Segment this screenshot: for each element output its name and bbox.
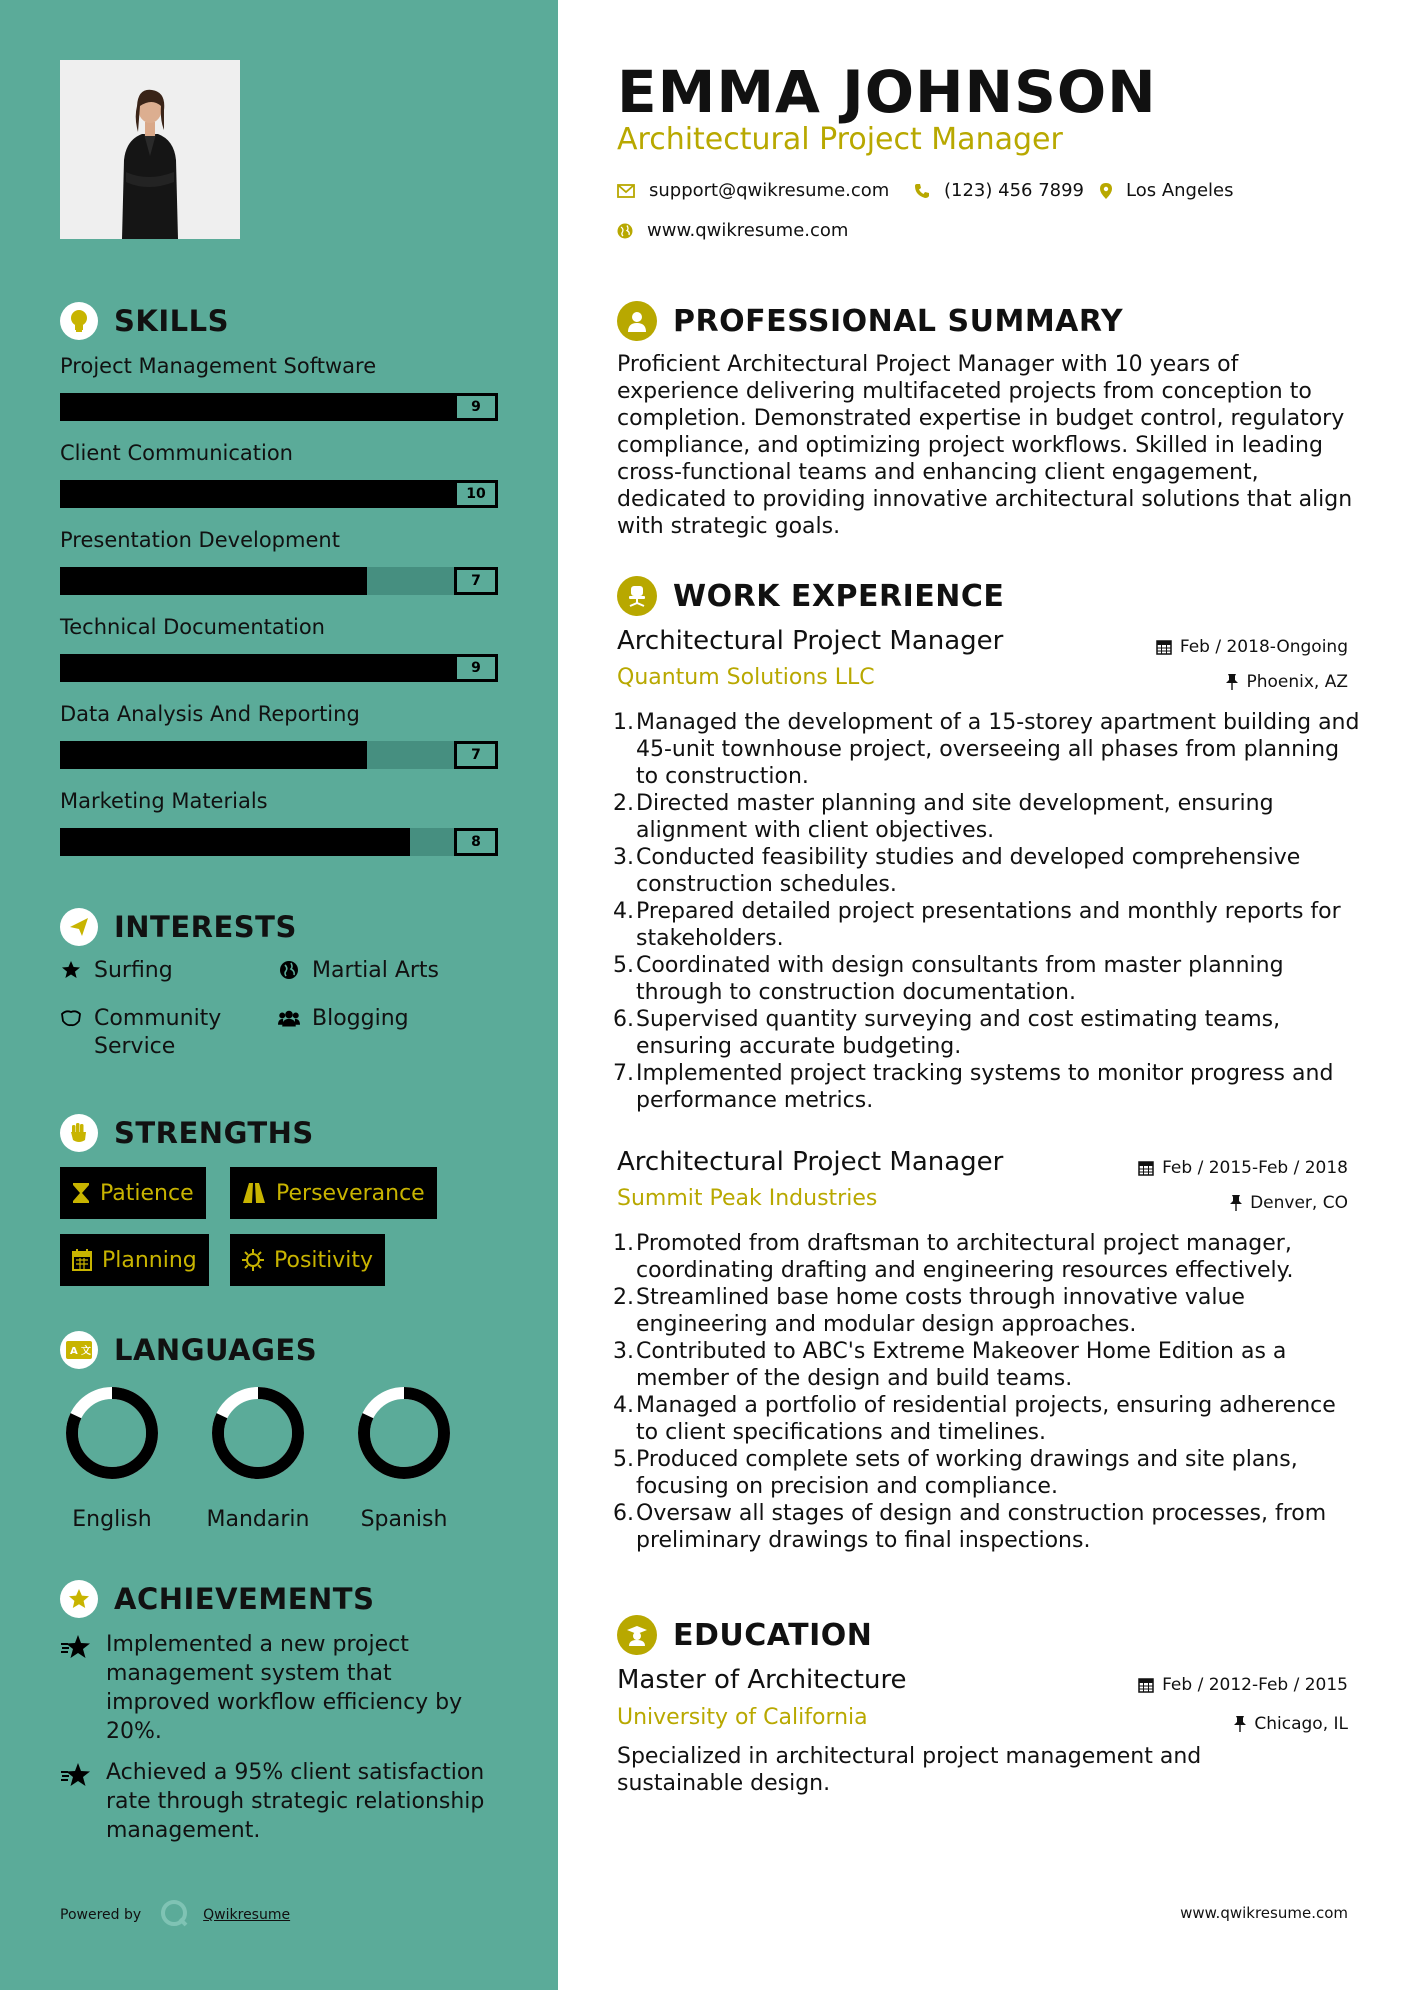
skill-score: 7 (454, 741, 498, 769)
skill-name: Presentation Development (60, 528, 340, 552)
calendar-icon (1138, 1677, 1154, 1693)
achievement-item (60, 1630, 500, 1746)
list-item: 4. Prepared detailed project presentations and monthly reports for stakeholders. (610, 898, 1360, 952)
phone-text: (123) 456 7899 (944, 180, 1085, 201)
skill-fill (60, 654, 454, 682)
skill-name: Data Analysis And Reporting (60, 702, 360, 726)
powered-by-label: Powered by (60, 1907, 142, 1923)
skill-item (60, 525, 498, 595)
skill-name: Project Management Software (60, 354, 377, 378)
strength-label: Patience (100, 1180, 194, 1206)
language-name: English (72, 1507, 152, 1532)
achievement-item (60, 1758, 500, 1845)
phone-icon (914, 183, 930, 199)
job-dates (1138, 1158, 1348, 1178)
summary-text: Proficient Architectural Project Manager with 10 years of experience delivering multifaceted projects from conception to completion. Demonstrated expertise in budget control, regulatory compliance, and optimizing project workflows. Skilled in leading cross-functional teams and enhancing client engagement, dedicated to providing innovative architectural solutions that align with strategic goals. (617, 352, 1353, 539)
skill-score: 9 (454, 393, 498, 421)
calendar-icon (1156, 639, 1172, 655)
job-location-text: Phoenix, AZ (1246, 672, 1348, 692)
hourglass-icon (72, 1182, 90, 1204)
svg-text:A: A (70, 1346, 78, 1357)
skill-score: 10 (454, 480, 498, 508)
skill-fill (60, 567, 367, 595)
strength-chip (60, 1167, 206, 1219)
language-name: Spanish (360, 1507, 448, 1532)
interest-label: Surfing (94, 958, 173, 983)
lightbulb-icon (60, 302, 98, 340)
list-item-text: Managed a portfolio of residential projects, ensuring adherence to client specifications and timelines. (636, 1393, 1336, 1445)
profile-photo (60, 60, 240, 239)
envelope-icon (617, 184, 635, 198)
website-text: www.qwikresume.com (647, 220, 849, 241)
graduate-icon (617, 1615, 657, 1655)
education-location-text: Chicago, IL (1254, 1714, 1348, 1734)
qwikresume-logo-icon (159, 1898, 189, 1932)
language-ring (64, 1385, 160, 1481)
road-icon (242, 1183, 266, 1203)
skill-fill (60, 741, 367, 769)
location-text: Los Angeles (1126, 180, 1234, 201)
list-item-text: Managed the development of a 15-storey apartment building and 45-unit townhouse project, overseeing all phases from planning to construction. (636, 710, 1360, 789)
skill-fill (60, 828, 410, 856)
skill-bar (60, 567, 498, 595)
list-item-text: Coordinated with design consultants from master planning through to construction documentation. (636, 953, 1284, 1005)
paper-plane-icon (60, 908, 98, 946)
language-item (198, 1385, 318, 1532)
list-item: 7. Implemented project tracking systems to monitor progress and performance metrics. (610, 1060, 1360, 1114)
interest-label: Martial Arts (312, 958, 440, 983)
degree-title: Master of Architecture (617, 1665, 907, 1695)
language-item (344, 1385, 464, 1532)
fist-icon (60, 1114, 98, 1152)
skill-score: 8 (454, 828, 498, 856)
contact-website[interactable] (617, 220, 848, 241)
job-title: Architectural Project Manager (617, 1147, 1004, 1177)
skill-score: 7 (454, 567, 498, 595)
education-heading (617, 1614, 872, 1656)
education-text: Specialized in architectural project management and sustainable design. (617, 1744, 1202, 1796)
skill-item (60, 786, 498, 856)
skill-item (60, 699, 498, 769)
list-item-text: Prepared detailed project presentations and monthly reports for stakeholders. (636, 899, 1341, 951)
job-title: Architectural Project Manager (617, 626, 1004, 656)
svg-text:文: 文 (81, 1346, 91, 1357)
strength-chip (230, 1234, 385, 1286)
interest-item (278, 1005, 498, 1033)
list-item-text: Directed master planning and site development, ensuring alignment with client objectives. (636, 791, 1274, 843)
achievements-heading (60, 1578, 374, 1620)
list-item-text: Oversaw all stages of design and construction processes, from preliminary drawings to final inspections. (636, 1501, 1327, 1553)
list-item: 2. Directed master planning and site development, ensuring alignment with client objectives. (610, 790, 1360, 844)
star-icon (60, 1762, 92, 1845)
experience-title: WORK EXPERIENCE (673, 578, 1005, 614)
list-item: 6. Oversaw all stages of design and construction processes, from preliminary drawings to final inspections. (610, 1500, 1360, 1554)
pushpin-icon (1234, 1716, 1246, 1732)
strength-chip (230, 1167, 437, 1219)
strength-label: Perseverance (276, 1180, 425, 1206)
job-dates (1156, 637, 1348, 657)
skill-item (60, 438, 498, 508)
calendar-icon (72, 1249, 92, 1271)
list-item-text: Contributed to ABC's Extreme Makeover Home Edition as a member of the design and build teams. (636, 1339, 1287, 1391)
pushpin-icon (1226, 674, 1238, 690)
languages-heading (60, 1329, 317, 1371)
education-title: EDUCATION (673, 1617, 873, 1653)
experience-heading (617, 575, 1004, 617)
education-location (1234, 1714, 1348, 1734)
star-icon (60, 960, 82, 980)
list-item: 3. Conducted feasibility studies and developed comprehensive construction schedules. (610, 844, 1360, 898)
strength-label: Positivity (274, 1247, 374, 1273)
job-company: Quantum Solutions LLC (617, 665, 875, 690)
powered-by (60, 1898, 290, 1932)
list-item-text: Promoted from draftsman to architectural project manager, coordinating drafting and engineering resources effectively. (636, 1231, 1294, 1283)
job-location (1230, 1193, 1348, 1213)
list-item: 5. Produced complete sets of working drawings and site plans, focusing on precision and compliance. (610, 1446, 1360, 1500)
list-item: 5. Coordinated with design consultants from master planning through to construction documentation. (610, 952, 1360, 1006)
strengths-title: STRENGTHS (114, 1116, 314, 1150)
list-item-text: Conducted feasibility studies and developed comprehensive construction schedules. (636, 845, 1301, 897)
list-item: 1. Promoted from draftsman to architectural project manager, coordinating drafting and engineering resources effectively. (610, 1230, 1360, 1284)
interest-item (278, 957, 498, 985)
list-item-text: Implemented project tracking systems to monitor progress and performance metrics. (636, 1061, 1334, 1113)
languages-title: LANGUAGES (114, 1333, 318, 1367)
interest-item (60, 957, 260, 985)
contact-location (1100, 180, 1234, 201)
interests-heading (60, 906, 297, 948)
job-dates-text: Feb / 2018-Ongoing (1179, 637, 1348, 657)
achievements-title: ACHIEVEMENTS (114, 1582, 375, 1616)
interests-title: INTERESTS (114, 910, 297, 944)
users-icon (278, 1008, 300, 1028)
job-location-text: Denver, CO (1250, 1193, 1348, 1213)
pushpin-icon (1230, 1195, 1242, 1211)
email-text: support@qwikresume.com (649, 180, 890, 201)
list-item: 6. Supervised quantity surveying and cost estimating teams, ensuring accurate budgeting. (610, 1006, 1360, 1060)
interest-label: Blogging (312, 1006, 409, 1031)
skill-bar (60, 393, 498, 421)
skill-fill (60, 393, 454, 421)
skill-name: Technical Documentation (60, 615, 325, 639)
list-item: 2. Streamlined base home costs through innovative value engineering and modular design approaches. (610, 1284, 1360, 1338)
map-pin-icon (1100, 183, 1112, 199)
job-company: Summit Peak Industries (617, 1186, 878, 1211)
strength-label: Planning (102, 1247, 197, 1273)
skill-bar (60, 828, 498, 856)
star-icon (60, 1634, 92, 1746)
qwikresume-link[interactable]: Qwikresume (203, 1907, 291, 1923)
job-dates-text: Feb / 2015-Feb / 2018 (1162, 1158, 1348, 1178)
strength-chip (60, 1234, 209, 1286)
language-item (52, 1385, 172, 1532)
sidebar (0, 0, 558, 1990)
skill-bar (60, 480, 498, 508)
job-duties-list (610, 709, 1360, 1114)
candidate-name: EMMA JOHNSON (617, 58, 1157, 126)
user-icon (617, 301, 657, 341)
footer-url[interactable]: www.qwikresume.com (1180, 1904, 1348, 1922)
education-dates (1138, 1675, 1348, 1695)
sun-icon (242, 1249, 264, 1271)
skill-fill (60, 480, 498, 508)
achievement-text: Achieved a 95% client satisfaction rate through strategic relationship management. (106, 1760, 485, 1843)
skill-bar (60, 741, 498, 769)
calendar-icon (1138, 1160, 1154, 1176)
skill-bar (60, 654, 498, 682)
skills-title: SKILLS (114, 304, 229, 338)
office-chair-icon (617, 576, 657, 616)
job-location (1226, 672, 1348, 692)
language-ring (356, 1385, 452, 1481)
education-dates-text: Feb / 2012-Feb / 2015 (1162, 1675, 1348, 1695)
skill-name: Marketing Materials (60, 789, 268, 813)
list-item: 4. Managed a portfolio of residential projects, ensuring adherence to client specifications and timelines. (610, 1392, 1360, 1446)
list-item-text: Produced complete sets of working drawings and site plans, focusing on precision and compliance. (636, 1447, 1298, 1499)
list-item-text: Streamlined base home costs through innovative value engineering and modular design approaches. (636, 1285, 1245, 1337)
skill-item (60, 612, 498, 682)
skill-name: Client Communication (60, 441, 293, 465)
language-ring (210, 1385, 306, 1481)
list-item: 1. Managed the development of a 15-storey apartment building and 45-unit townhouse project, overseeing all phases from planning to construction. (613, 710, 1360, 789)
globe-icon (278, 960, 300, 980)
job-duties-list (610, 1230, 1360, 1554)
candidate-role: Architectural Project Manager (617, 122, 1063, 157)
list-item-text: Supervised quantity surveying and cost estimating teams, ensuring accurate budgeting. (636, 1007, 1281, 1059)
language-name: Mandarin (206, 1507, 310, 1532)
interest-item (60, 1005, 260, 1061)
skill-score: 9 (454, 654, 498, 682)
school-name: University of California (617, 1705, 868, 1730)
strengths-heading (60, 1112, 314, 1154)
interest-label: Community Service (94, 1006, 222, 1059)
list-item: 3. Contributed to ABC's Extreme Makeover Home Edition as a member of the design and build teams. (610, 1338, 1360, 1392)
globe-icon (617, 223, 633, 239)
summary-heading (617, 300, 1123, 342)
contact-email[interactable] (617, 180, 889, 201)
achievement-text: Implemented a new project management system that improved workflow efficiency by 20%. (106, 1632, 463, 1744)
handshake-icon (60, 1008, 82, 1028)
skills-heading (60, 300, 229, 342)
star-badge-icon (60, 1580, 98, 1618)
language-icon (60, 1331, 98, 1369)
skill-item (60, 351, 498, 421)
contact-phone[interactable] (914, 180, 1084, 201)
summary-title: PROFESSIONAL SUMMARY (673, 303, 1124, 339)
